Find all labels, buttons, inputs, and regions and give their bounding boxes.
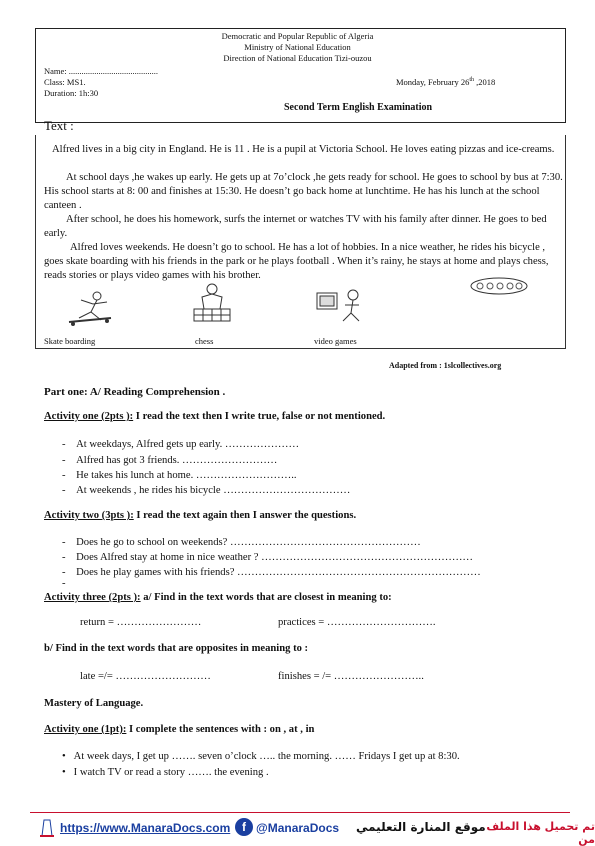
chess-icon (190, 283, 235, 325)
name-field: Name: .......................................... (44, 66, 159, 76)
activity1-heading (44, 411, 385, 422)
activity2-heading (44, 510, 356, 521)
facebook-icon[interactable]: f (235, 818, 253, 836)
duration-field: Duration: 1h:30 (44, 88, 99, 98)
closest-return: return = …………………… (80, 617, 202, 628)
opposites-heading: b/ Find in the text words that are opposites in meaning to : (44, 643, 309, 654)
caption-chess: chess (195, 336, 214, 346)
activity3-label: Activity three (2pts ): (44, 592, 141, 603)
activity4-instruction: I complete the sentences with : on , at , in (126, 724, 315, 735)
opposite-late: late =/= ……………………… (80, 671, 211, 682)
header-line2: Ministry of National Education (244, 42, 351, 52)
activity2-instruction: I read the text again then I answer the questions. (133, 510, 357, 521)
part-one-title: Part one: A/ Reading Comprehension . (44, 386, 226, 398)
passage-p1: Alfred lives in a big city in England. He is 11 . He is a pupil at Victoria School. He loves eating pizzas and ice-creams. (52, 144, 555, 155)
class-field: Class: MS1. (44, 77, 86, 87)
activity3-instruction: a/ Find in the text words that are closest in meaning to: (140, 592, 392, 603)
list-item: • I watch TV or read a story ……. the evening . (62, 767, 269, 778)
activity4-heading (44, 724, 314, 735)
caption-skate: Skate boarding (44, 336, 96, 346)
video-games-icon (315, 287, 365, 325)
passage-p4: Alfred loves weekends. He doesn’t go to school. He has a lot of hobbies. In a nice weather, he rides his bicycle , goes skate boarding with his friends in the park or he plays football . When it’s rainy, he stays at home and plays chess, reads stories or plays video games with his brother. (44, 242, 549, 281)
adapted-from: Adapted from : 1slcollectives.org (389, 361, 502, 370)
footer-handle[interactable]: @ManaraDocs (256, 821, 340, 835)
text-label: Text : (44, 118, 74, 133)
exam-date: Monday, February 26th ,2018 (396, 77, 496, 87)
lighthouse-icon (34, 818, 60, 838)
caption-video: video games (314, 336, 357, 346)
footer-site-arabic: موقع المنارة التعليمي (356, 820, 486, 834)
list-item: • At week days, I get up ……. seven o’clock ….. the morning. …… Fridays I get up at 8:30. (62, 751, 460, 762)
activity1-label: Activity one (2pts ): (44, 411, 134, 422)
footer-url[interactable]: https://www.ManaraDocs.com (60, 821, 231, 835)
skateboarder-icon (55, 290, 125, 330)
list-item: - At weekends , he rides his bicycle ……………………………… (62, 485, 351, 496)
list-item: - Does Alfred stay at home in nice weather ? …………………………………………………… (62, 552, 474, 563)
list-item: - Does he play games with his friends? …………………………………………………………… (62, 567, 481, 578)
closest-practices: practices = …………………………. (278, 617, 436, 628)
activity4-label: Activity one (1pt): (44, 724, 127, 735)
activity1-instruction: I read the text then I write true, false or not mentioned. (133, 411, 386, 422)
activity2-label: Activity two (3pts ): (44, 510, 134, 521)
passage-p2: At school days ,he wakes up early. He gets up at 7o’clock ,he gets ready for school. He goes to school by bus at 7:30. His school starts at 8: 00 and finishes at 15:30. He doesn’t go back home at lunchtime. He has his lunch at the school canteen . (44, 172, 563, 211)
rain-cloud-icon (468, 276, 530, 298)
list-item: - Does he go to school on weekends? ……………………………………………… (62, 537, 421, 548)
footer-download-arabic: تم تحميل هذا الملف من (486, 820, 595, 846)
mastery-title: Mastery of Language. (44, 698, 144, 709)
list-item: - Alfred has got 3 friends. ……………………… (62, 455, 278, 466)
passage-p3: After school, he does his homework, surfs the internet or watches TV with his family after dinner. He goes to bed early. (44, 214, 547, 239)
header-line3: Direction of National Education Tizi-ouzou (223, 53, 372, 63)
list-item-empty: - (62, 578, 66, 589)
list-item: - At weekdays, Alfred gets up early. ………………… (62, 439, 300, 450)
activity3-heading (44, 592, 392, 603)
list-item: - He takes his lunch at home. ……………………….. (62, 470, 297, 481)
exam-title: Second Term English Examination (284, 102, 433, 113)
footer-divider (30, 812, 570, 813)
header-line1: Democratic and Popular Republic of Algeria (221, 31, 374, 41)
opposite-finishes: finishes = /= …………………….. (278, 671, 424, 682)
